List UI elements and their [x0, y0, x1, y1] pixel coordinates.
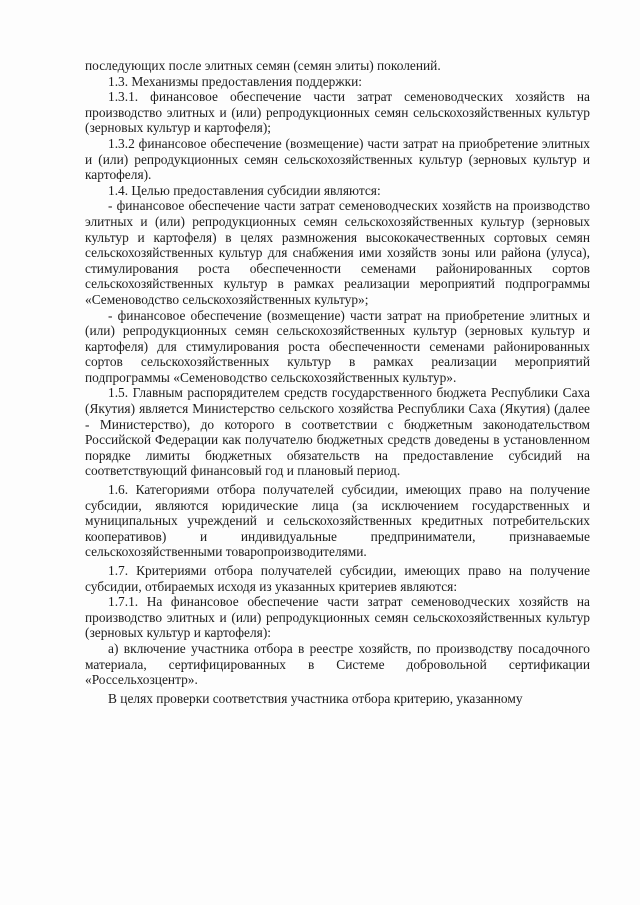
- paragraph-1-3-mechanisms: 1.3. Механизмы предоставления поддержки:: [108, 73, 363, 89]
- paragraph-goal-2: - финансовое обеспечение (возмещение) части затрат на приобретение элитных и (или) репродукционных семян сельскохозяйственных культур (зерновых культур и картофеля) для стимулирования роста обеспеченности семенами районированных сортов сельскохозяйственных культур в рамках реализации мероприятий подпрограммы «Семеноводство сельскохозяйственных культур».: [85, 307, 590, 385]
- paragraph-generations: последующих после элитных семян (семян элиты) поколений.: [85, 58, 441, 73]
- paragraph-item-a: а) включение участника отбора в реестре хозяйств, по производству посадочного материала, сертифицированных в Системе добровольной сертификации «Россельхозцентр».: [85, 640, 590, 688]
- paragraph-1-6: 1.6. Категориями отбора получателей субсидии, имеющих право на получение субсидии, являются юридические лица (за исключением государственных и муниципальных учреждений и сельскохозяйственных кредитных потребительских кооперативов) и индивидуальные предприниматели, признаваемые сельскохозяйственными товаропроизводителями.: [85, 482, 590, 560]
- paragraph-1-7: 1.7. Критериями отбора получателей субсидии, имеющих право на получение субсидии, отбираемых исходя из указанных критериев являются:: [85, 563, 590, 594]
- paragraph-goal-1: - финансовое обеспечение части затрат семеноводческих хозяйств на производство элитных и (или) репродукционных семян сельскохозяйственных культур (зерновых культур и картофеля) в целях размножения высококачественных сортовых семян сельскохозяйственных культур для снабжения ими хозяйств зоны или района (улуса), стимулирования роста обеспеченности семенами районированных сортов сельскохозяйственных культур в рамках реализации мероприятий подпрограммы «Семеноводство сельскохозяйственных культур»;: [85, 198, 590, 307]
- document-body: [85, 58, 590, 706]
- paragraph-1-7-1: 1.7.1. На финансовое обеспечение части затрат семеноводческих хозяйств на производство элитных и (или) репродукционных семян сельскохозяйственных культур (зерновых культур и картофеля):: [85, 594, 590, 641]
- paragraph-verification: В целях проверки соответствия участника отбора критерию, указанному: [108, 690, 523, 706]
- paragraph-1-5: 1.5. Главным распорядителем средств государственного бюджета Республики Саха (Якутия) является Министерство сельского хозяйства Республики Саха (Якутия) (далее - Министерство), до которого в соответствии с бюджетным законодательством Российской Федерации как получателю бюджетных средств доведены в установленном порядке лимиты бюджетных обязательств на предоставление субсидий на соответствующий финансовый год и плановый период.: [85, 385, 590, 479]
- paragraph-1-4-goals: 1.4. Целью предоставления субсидии являются:: [108, 182, 381, 198]
- paragraph-1-3-1: 1.3.1. финансовое обеспечение части затрат семеноводческих хозяйств на производство элитных и (или) репродукционных семян сельскохозяйственных культур (зерновых культур и картофеля);: [85, 89, 590, 136]
- paragraph-1-3-2: 1.3.2 финансовое обеспечение (возмещение) части затрат на приобретение элитных и (или) репродукционных семян сельскохозяйственных культур (зерновых культур и картофеля).: [85, 135, 590, 183]
